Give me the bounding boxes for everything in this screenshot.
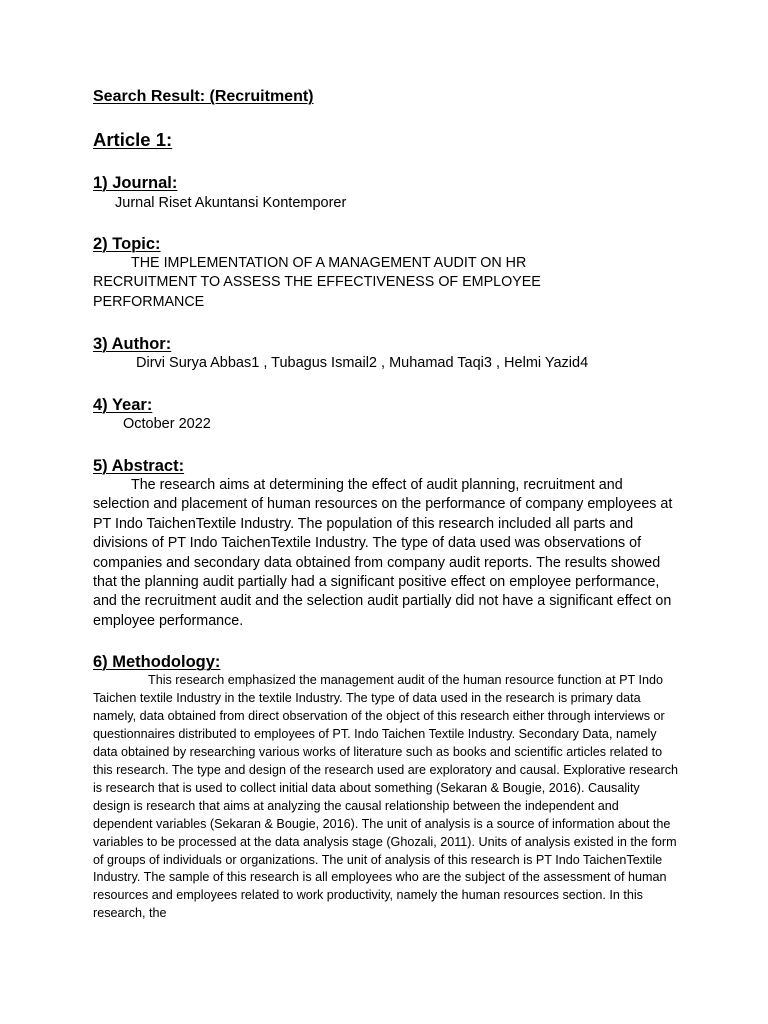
journal-heading: 1) Journal: [93, 174, 178, 192]
search-result-title: Search Result: (Recruitment) [93, 88, 314, 105]
abstract-paragraph: The research aims at determining the effect of audit planning, recruitment and selection and placement of human resources on the performance of company employees at PT Indo TaichenTextile Industry. The population of this research included all parts and divisions of PT Indo TaichenTextile Industry. The type of data used was observations of companies and secondary data obtained from company audit reports. The results showed that the planning audit partially had a significant positive effect on employee performance, and the recruitment audit and the selection audit partially did not have a significant effect on employee performance. [93, 477, 673, 629]
methodology-paragraph: This research emphasized the management audit of the human resource function at PT Indo Taichen textile Industry in the textile Industry. The type of data used in the research is primary data namely, data obtained from direct observation of the object of this research either through interviews or questionnaires distributed to employees of PT. Indo Taichen Textile Industry. Secondary Data, namely data obtained by researching various works of literature such as books and scientific articles related to this research. The type and design of the research used are exploratory and causal. Explorative research is research that is used to collect initial data about something (Sekaran & Bougie, 2016). Causality design is research that aims at analyzing the causal relationship between the independent and dependent variables (Sekaran & Bougie, 2016). The unit of analysis is a source of information about the variables to be processed at the data analysis stage (Ghozali, 2011). Units of analysis existed in the form of groups of individuals or organizations. The unit of analysis of this research is PT Indo TaichenTextile Industry. The sample of this research is all employees who are the subject of the assessment of human resources and employees related to work productivity, namely the human resources section. In this research, the [93, 673, 679, 921]
journal-value: Jurnal Riset Akuntansi Kontemporer [115, 195, 347, 211]
methodology-heading: 6) Methodology: [93, 653, 221, 671]
topic-heading: 2) Topic: [93, 235, 161, 253]
author-value: Dirvi Surya Abbas1 , Tubagus Ismail2 , Muhamad Taqi3 , Helmi Yazid4 [136, 355, 589, 371]
topic-value: THE IMPLEMENTATION OF A MANAGEMENT AUDIT ON HR RECRUITMENT TO ASSESS THE EFFECTIVENESS OF EMPLOYEE PERFORMANCE [93, 255, 541, 310]
author-heading: 3) Author: [93, 335, 172, 353]
year-heading: 4) Year: [93, 396, 153, 414]
article-title: Article 1: [93, 129, 173, 150]
year-value: October 2022 [123, 416, 211, 432]
abstract-heading: 5) Abstract: [93, 457, 185, 475]
